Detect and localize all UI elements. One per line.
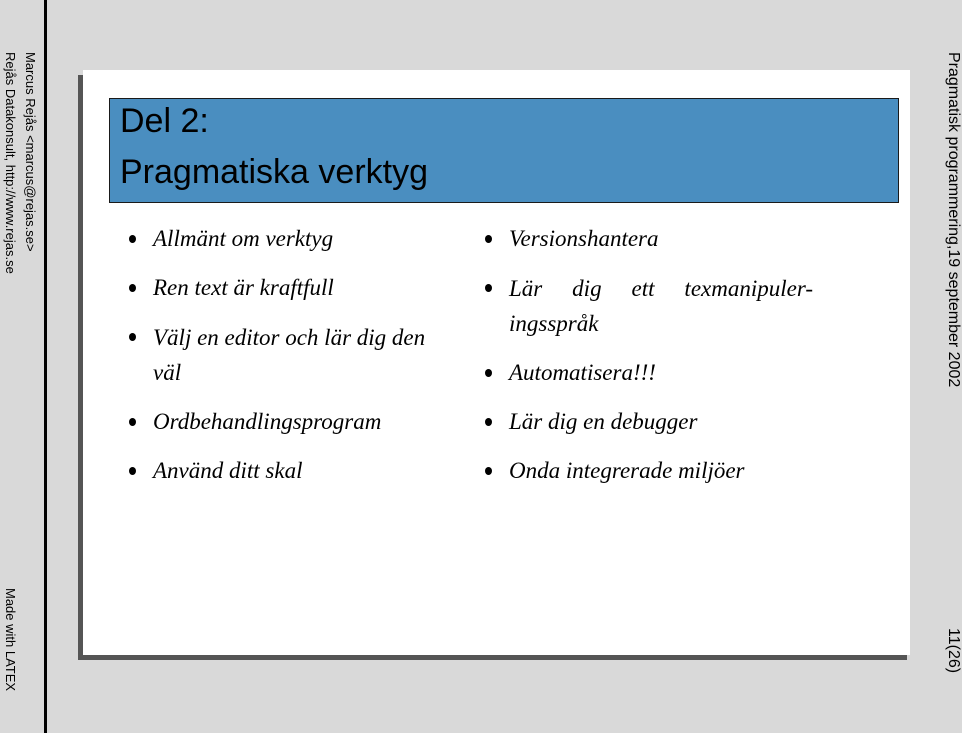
list-item-line: Välj en editor och lär dig den	[153, 325, 426, 350]
right-bullet-list	[483, 222, 813, 503]
list-item: Lär dig en debugger	[483, 405, 813, 439]
list-item: Använd ditt skal	[127, 454, 467, 488]
left-bullet-list	[127, 222, 467, 503]
made-with-latex: Made with LATEX	[3, 588, 18, 692]
list-item: Ren text är kraftfull	[127, 271, 467, 305]
page-number: 11(26)	[945, 628, 962, 674]
author-credit: Marcus Rejås <marcus@rejas.se>	[23, 52, 38, 252]
list-item: Onda integrerade miljöer	[483, 454, 813, 488]
list-item: Allmänt om verktyg	[127, 222, 467, 256]
list-item	[483, 271, 813, 341]
list-item-line: väl	[153, 360, 182, 385]
company-credit: Rejås Datakonsult, http://www.rejas.se	[3, 52, 18, 274]
list-item-line: Lär dig ett texmanipuler-	[509, 276, 813, 301]
list-item: Versionshantera	[483, 222, 813, 256]
slide	[83, 70, 910, 655]
list-item	[127, 320, 467, 390]
list-item: Ordbehandlingsprogram	[127, 405, 467, 439]
slide-title-part: Del 2:	[120, 102, 209, 140]
slide-title: Pragmatiska verktyg	[120, 153, 428, 191]
course-footer: Pragmatisk programmering,19 september 2002	[945, 52, 962, 388]
list-item: Automatisera!!!	[483, 356, 813, 390]
slide-title-box	[109, 98, 899, 203]
list-item-line: ingsspråk	[509, 311, 599, 336]
